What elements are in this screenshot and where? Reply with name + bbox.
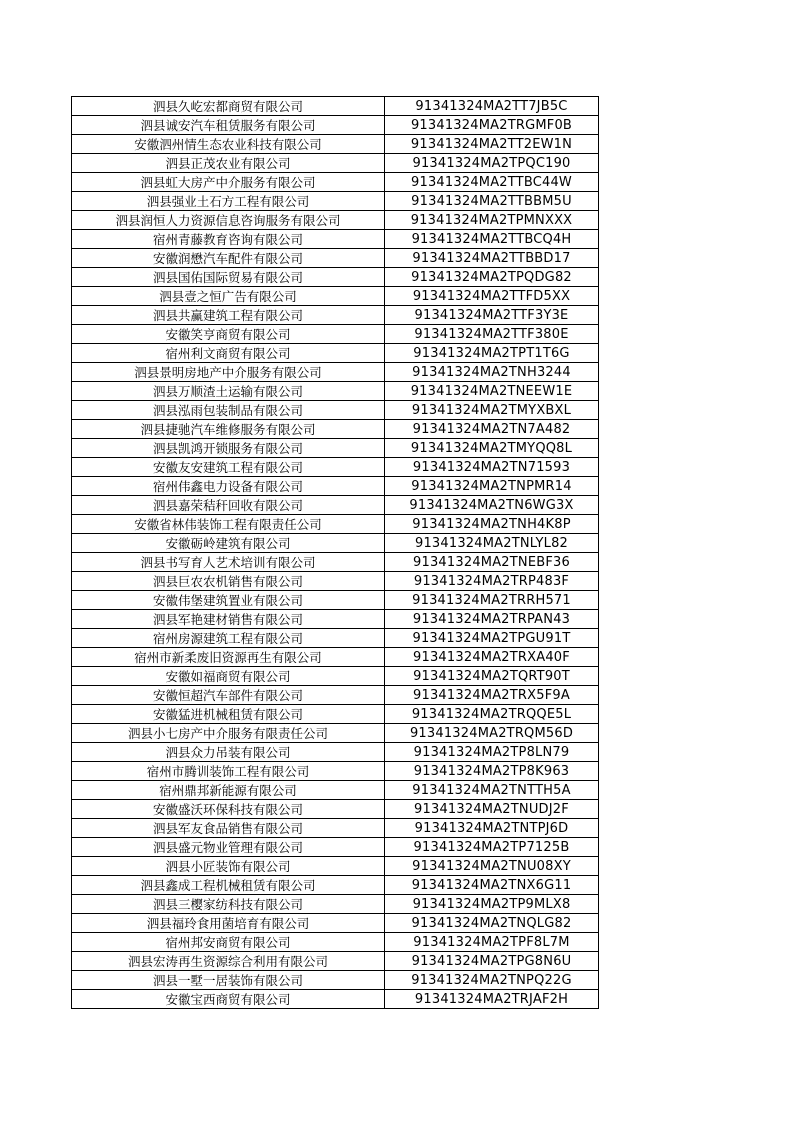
credit-code-cell: 91341324MA2TNU08XY: [385, 857, 599, 876]
table-row: [72, 743, 599, 762]
company-name-cell: 泗县书写育人艺术培训有限公司: [72, 553, 385, 572]
credit-code-cell: 91341324MA2TNLYL82: [385, 534, 599, 553]
table-row: [72, 895, 599, 914]
company-name-cell: 泗县壹之恒广告有限公司: [72, 287, 385, 306]
company-name-cell: 泗县小匠装饰有限公司: [72, 857, 385, 876]
table-row: [72, 287, 599, 306]
table-row: [72, 249, 599, 268]
credit-code-cell: 91341324MA2TPMNXXX: [385, 211, 599, 230]
credit-code-cell: 91341324MA2TP8K963: [385, 762, 599, 781]
table-row: [72, 686, 599, 705]
credit-code-cell: 91341324MA2TMYQQ8L: [385, 439, 599, 458]
credit-code-cell: 91341324MA2TNUDJ2F: [385, 800, 599, 819]
company-name-cell: 泗县宏涛再生资源综合利用有限公司: [72, 952, 385, 971]
company-name-cell: 宿州房源建筑工程有限公司: [72, 629, 385, 648]
table-row: [72, 534, 599, 553]
table-row: [72, 933, 599, 952]
credit-code-cell: 91341324MA2TP9MLX8: [385, 895, 599, 914]
company-name-cell: 泗县国佑国际贸易有限公司: [72, 268, 385, 287]
table-row: [72, 591, 599, 610]
credit-code-cell: 91341324MA2TPQDG82: [385, 268, 599, 287]
company-name-cell: 泗县军艳建材销售有限公司: [72, 610, 385, 629]
credit-code-cell: 91341324MA2TRJAF2H: [385, 990, 599, 1009]
credit-code-cell: 91341324MA2TPQC190: [385, 154, 599, 173]
table-row: [72, 325, 599, 344]
table-row: [72, 819, 599, 838]
table-row: [72, 116, 599, 135]
company-name-cell: 宿州鼎邦新能源有限公司: [72, 781, 385, 800]
company-name-cell: 安徽宝西商贸有限公司: [72, 990, 385, 1009]
table-row: [72, 952, 599, 971]
company-name-cell: 泗县景明房地产中介服务有限公司: [72, 363, 385, 382]
company-name-cell: 泗县凯鸿开锁服务有限公司: [72, 439, 385, 458]
company-name-cell: 安徽盛沃环保科技有限公司: [72, 800, 385, 819]
company-name-cell: 泗县万顺渣土运输有限公司: [72, 382, 385, 401]
table-row: [72, 648, 599, 667]
table-row: [72, 344, 599, 363]
company-name-cell: 泗县小七房产中介服务有限责任公司: [72, 724, 385, 743]
company-name-cell: 安徽猛进机械租赁有限公司: [72, 705, 385, 724]
credit-code-cell: 91341324MA2TTF380E: [385, 325, 599, 344]
table-row: [72, 97, 599, 116]
credit-code-cell: 91341324MA2TRX5F9A: [385, 686, 599, 705]
company-name-cell: 安徽泗州情生态农业科技有限公司: [72, 135, 385, 154]
table-row: [72, 857, 599, 876]
table-row: [72, 553, 599, 572]
credit-code-cell: 91341324MA2TRPAN43: [385, 610, 599, 629]
company-name-cell: 泗县正茂农业有限公司: [72, 154, 385, 173]
company-name-cell: 泗县军友食品销售有限公司: [72, 819, 385, 838]
company-name-cell: 泗县虹大房产中介服务有限公司: [72, 173, 385, 192]
company-name-cell: 安徽砺岭建筑有限公司: [72, 534, 385, 553]
credit-code-cell: 91341324MA2TRQM56D: [385, 724, 599, 743]
company-name-cell: 泗县嘉荣秸秆回收有限公司: [72, 496, 385, 515]
table-row: [72, 439, 599, 458]
company-name-cell: 泗县一墅一居装饰有限公司: [72, 971, 385, 990]
credit-code-cell: 91341324MA2TP8LN79: [385, 743, 599, 762]
table-row: [72, 876, 599, 895]
company-name-cell: 安徽省林伟装饰工程有限责任公司: [72, 515, 385, 534]
company-name-cell: 安徽润懋汽车配件有限公司: [72, 249, 385, 268]
credit-code-cell: 91341324MA2TRP483F: [385, 572, 599, 591]
credit-code-cell: 91341324MA2TTF3Y3E: [385, 306, 599, 325]
table-row: [72, 914, 599, 933]
credit-code-cell: 91341324MA2TNPMR14: [385, 477, 599, 496]
company-name-cell: 宿州利文商贸有限公司: [72, 344, 385, 363]
table-row: [72, 990, 599, 1009]
company-name-cell: 宿州伟鑫电力设备有限公司: [72, 477, 385, 496]
table-row: [72, 781, 599, 800]
credit-code-cell: 91341324MA2TRRH571: [385, 591, 599, 610]
table-row: [72, 363, 599, 382]
company-name-cell: 宿州市新柔废旧资源再生有限公司: [72, 648, 385, 667]
credit-code-cell: 91341324MA2TNH3244: [385, 363, 599, 382]
credit-code-cell: 91341324MA2TTBBD17: [385, 249, 599, 268]
company-name-cell: 泗县盛元物业管理有限公司: [72, 838, 385, 857]
company-name-cell: 泗县鑫成工程机械租赁有限公司: [72, 876, 385, 895]
company-name-cell: 泗县众力吊装有限公司: [72, 743, 385, 762]
credit-code-cell: 91341324MA2TPT1T6G: [385, 344, 599, 363]
table-row: [72, 762, 599, 781]
credit-code-cell: 91341324MA2TT2EW1N: [385, 135, 599, 154]
credit-code-cell: 91341324MA2TQRT90T: [385, 667, 599, 686]
credit-code-cell: 91341324MA2TRXA40F: [385, 648, 599, 667]
credit-code-cell: 91341324MA2TNH4K8P: [385, 515, 599, 534]
credit-code-cell: 91341324MA2TTFD5XX: [385, 287, 599, 306]
credit-code-cell: 91341324MA2TN7A482: [385, 420, 599, 439]
company-name-cell: 泗县久屹宏都商贸有限公司: [72, 97, 385, 116]
credit-code-cell: 91341324MA2TNX6G11: [385, 876, 599, 895]
table-row: [72, 420, 599, 439]
table-row: [72, 401, 599, 420]
table-row: [72, 572, 599, 591]
table-row: [72, 268, 599, 287]
table-row: [72, 610, 599, 629]
credit-code-cell: 91341324MA2TN6WG3X: [385, 496, 599, 515]
table-row: [72, 629, 599, 648]
table-row: [72, 515, 599, 534]
company-name-cell: 安徽如福商贸有限公司: [72, 667, 385, 686]
company-name-cell: 安徽笑亨商贸有限公司: [72, 325, 385, 344]
company-name-cell: 安徽伟堡建筑置业有限公司: [72, 591, 385, 610]
table-row: [72, 230, 599, 249]
company-name-cell: 泗县泓雨包装制品有限公司: [72, 401, 385, 420]
credit-code-cell: 91341324MA2TNTPJ6D: [385, 819, 599, 838]
table-row: [72, 971, 599, 990]
company-name-cell: 泗县强业土石方工程有限公司: [72, 192, 385, 211]
credit-code-cell: 91341324MA2TNTTH5A: [385, 781, 599, 800]
company-name-cell: 泗县巨农农机销售有限公司: [72, 572, 385, 591]
credit-code-cell: 91341324MA2TNEBF36: [385, 553, 599, 572]
table-row: [72, 135, 599, 154]
table-row: [72, 496, 599, 515]
company-name-cell: 泗县共赢建筑工程有限公司: [72, 306, 385, 325]
company-name-cell: 宿州邦安商贸有限公司: [72, 933, 385, 952]
company-name-cell: 泗县诚安汽车租赁服务有限公司: [72, 116, 385, 135]
company-registry-table: [71, 96, 599, 1009]
credit-code-cell: 91341324MA2TNEEW1E: [385, 382, 599, 401]
company-name-cell: 安徽友安建筑工程有限公司: [72, 458, 385, 477]
credit-code-cell: 91341324MA2TTBCQ4H: [385, 230, 599, 249]
company-name-cell: 泗县三樱家纺科技有限公司: [72, 895, 385, 914]
company-name-cell: 泗县福玲食用菌培育有限公司: [72, 914, 385, 933]
table-row: [72, 477, 599, 496]
credit-code-cell: 91341324MA2TNQLG82: [385, 914, 599, 933]
registry-table-body: [72, 97, 599, 1009]
credit-code-cell: 91341324MA2TT7JB5C: [385, 97, 599, 116]
table-row: [72, 458, 599, 477]
table-row: [72, 667, 599, 686]
table-row: [72, 800, 599, 819]
credit-code-cell: 91341324MA2TN71593: [385, 458, 599, 477]
credit-code-cell: 91341324MA2TRGMF0B: [385, 116, 599, 135]
table-row: [72, 705, 599, 724]
credit-code-cell: 91341324MA2TNPQ22G: [385, 971, 599, 990]
table-row: [72, 154, 599, 173]
table-row: [72, 382, 599, 401]
credit-code-cell: 91341324MA2TPG8N6U: [385, 952, 599, 971]
company-name-cell: 宿州市腾训装饰工程有限公司: [72, 762, 385, 781]
credit-code-cell: 91341324MA2TTBC44W: [385, 173, 599, 192]
company-name-cell: 安徽恒超汽车部件有限公司: [72, 686, 385, 705]
table-row: [72, 192, 599, 211]
credit-code-cell: 91341324MA2TP7125B: [385, 838, 599, 857]
table-row: [72, 306, 599, 325]
credit-code-cell: 91341324MA2TPF8L7M: [385, 933, 599, 952]
credit-code-cell: 91341324MA2TRQQE5L: [385, 705, 599, 724]
table-row: [72, 838, 599, 857]
table-row: [72, 211, 599, 230]
company-name-cell: 宿州青藤教育咨询有限公司: [72, 230, 385, 249]
table-row: [72, 173, 599, 192]
table-row: [72, 724, 599, 743]
credit-code-cell: 91341324MA2TMYXBXL: [385, 401, 599, 420]
company-name-cell: 泗县润恒人力资源信息咨询服务有限公司: [72, 211, 385, 230]
credit-code-cell: 91341324MA2TTBBM5U: [385, 192, 599, 211]
company-name-cell: 泗县捷驰汽车维修服务有限公司: [72, 420, 385, 439]
credit-code-cell: 91341324MA2TPGU91T: [385, 629, 599, 648]
